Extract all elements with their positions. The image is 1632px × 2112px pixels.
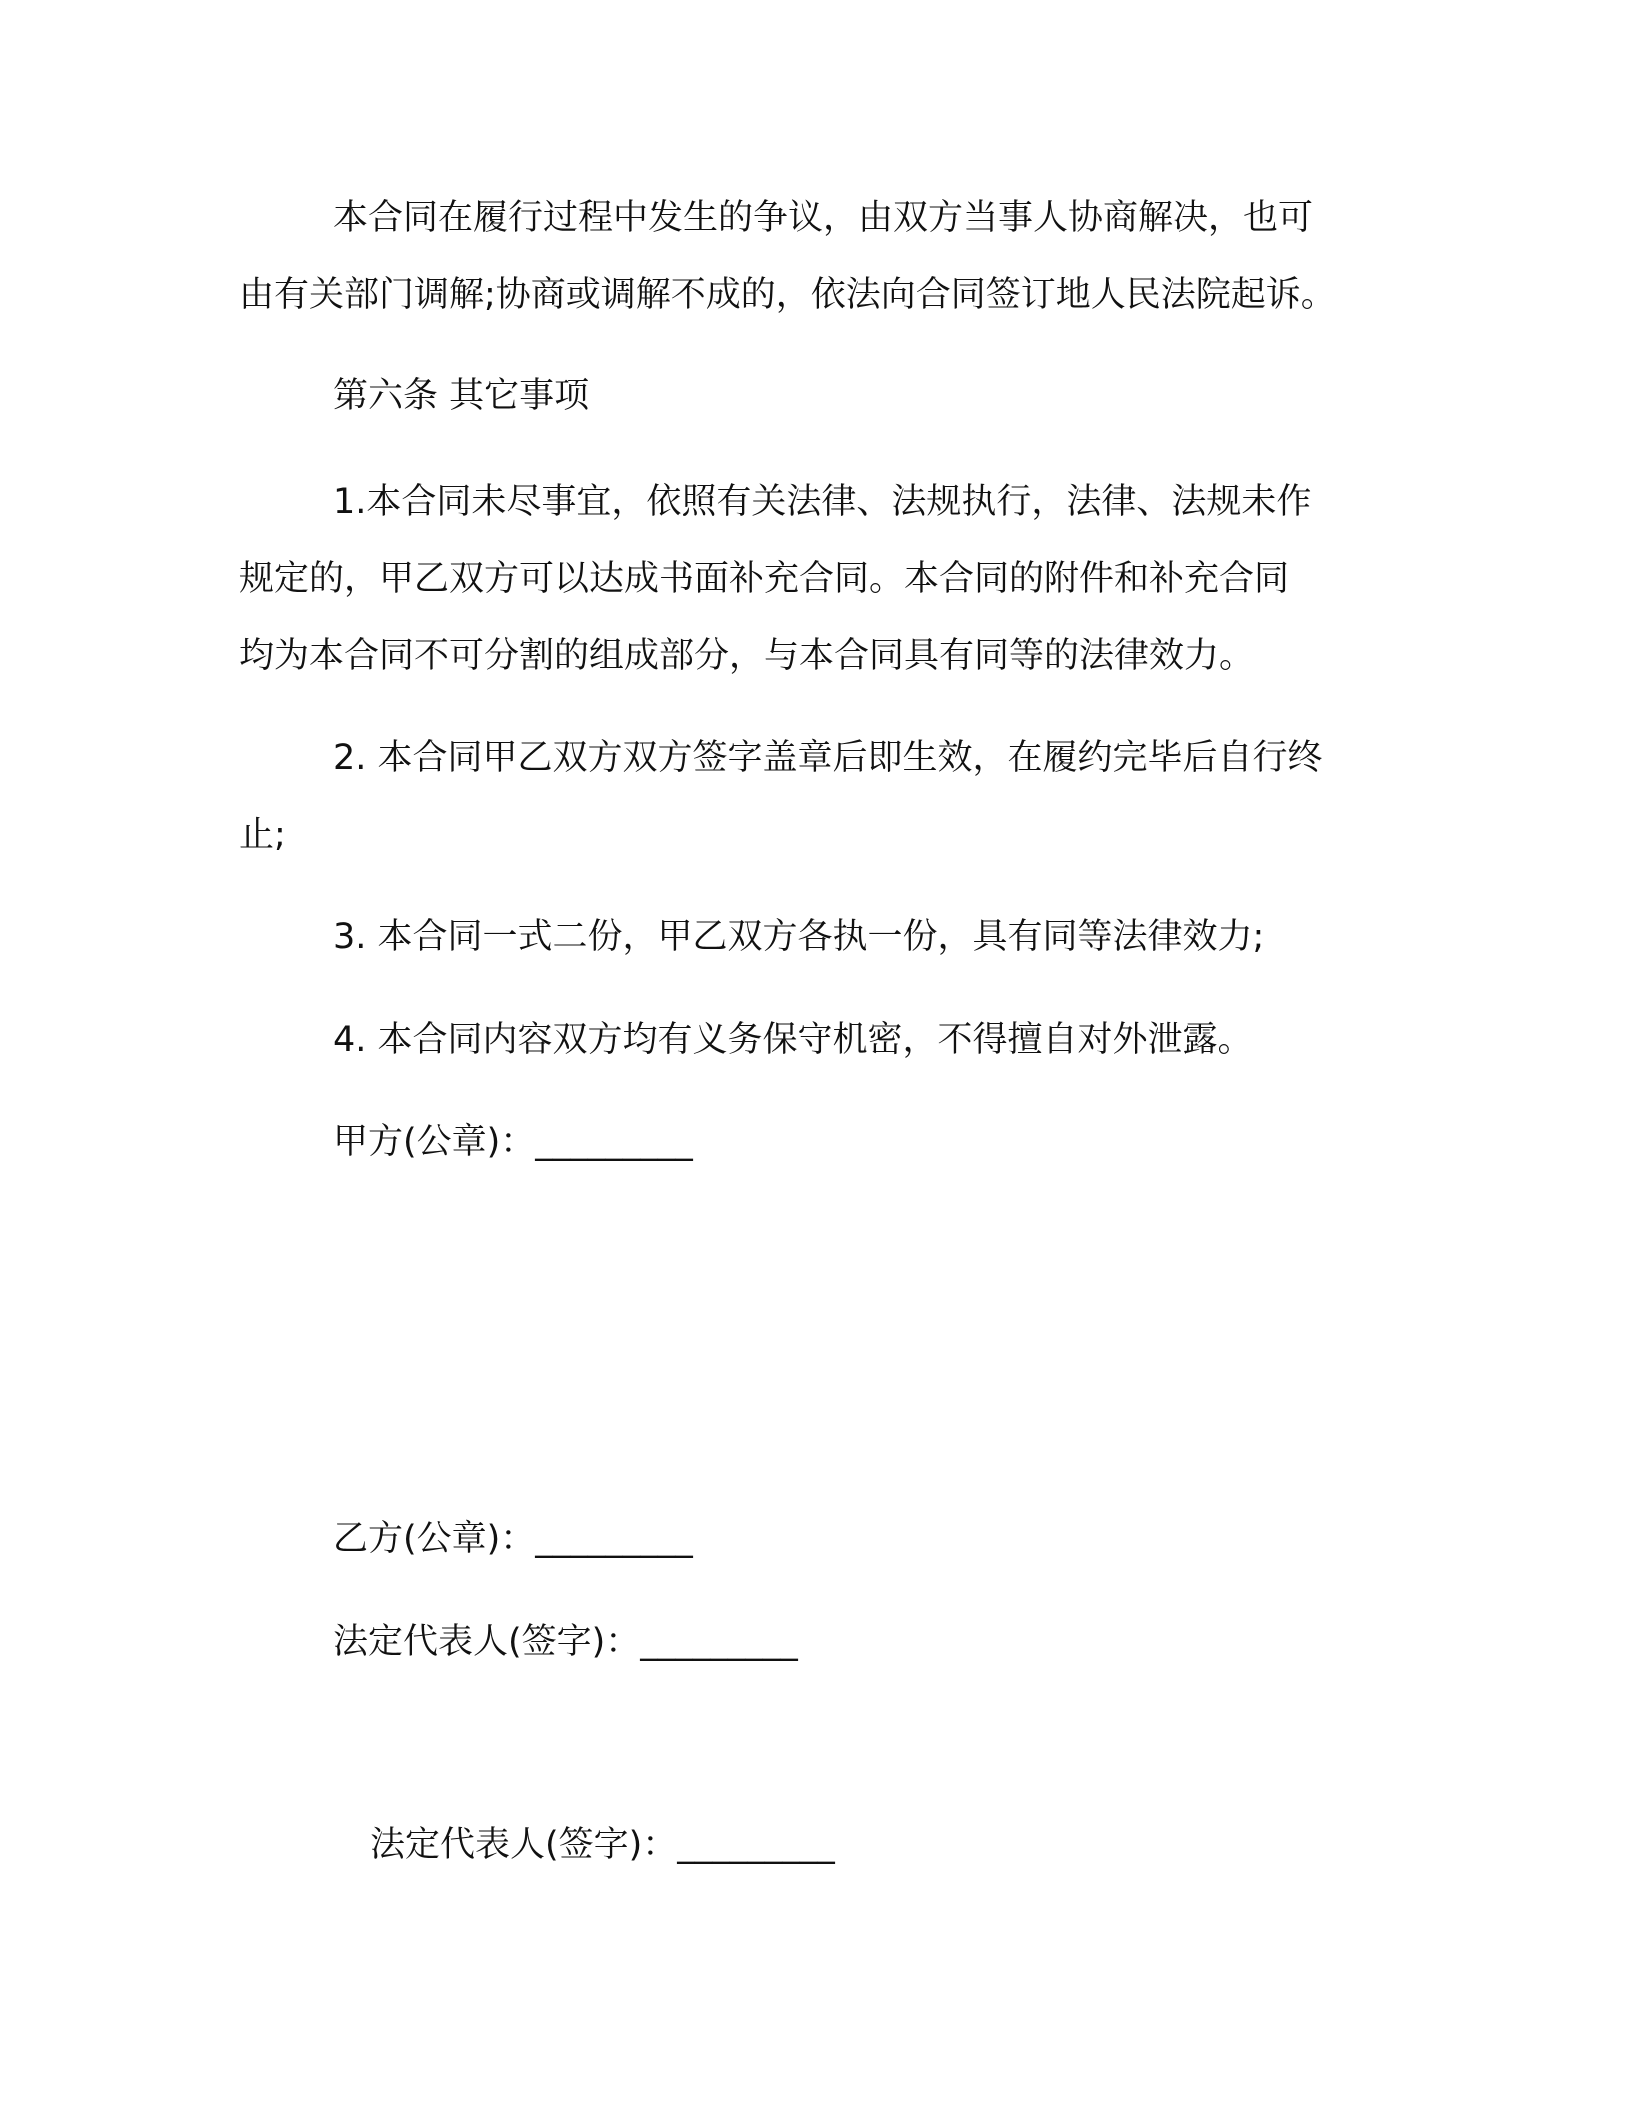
party-b-seal-line: 乙方(公章)：_________ [333, 1519, 693, 1559]
party-a-seal-line: 甲方(公章)：_________ [333, 1122, 693, 1162]
legal-representative-signature-2: 法定代表人(签字)：_________ [370, 1825, 835, 1865]
section-heading: 第六条 其它事项 [333, 376, 590, 416]
item-2-line-1: 2. 本合同甲乙双方双方签字盖章后即生效，在履约完毕后自行终 [333, 738, 1323, 778]
item-3: 3. 本合同一式二份，甲乙双方各执一份，具有同等法律效力; [333, 917, 1265, 957]
legal-representative-signature-1: 法定代表人(签字)：_________ [333, 1622, 798, 1662]
item-1-line-2: 规定的，甲乙双方可以达成书面补充合同。本合同的附件和补充合同 [239, 559, 1290, 599]
item-1-line-1: 1.本合同未尽事宜，依照有关法律、法规执行，法律、法规未作 [333, 482, 1312, 522]
item-1-line-3: 均为本合同不可分割的组成部分，与本合同具有同等的法律效力。 [239, 636, 1255, 676]
dispute-clause-line-2: 由有关部门调解;协商或调解不成的，依法向合同签订地人民法院起诉。 [239, 275, 1336, 315]
dispute-clause-line-1: 本合同在履行过程中发生的争议，由双方当事人协商解决，也可 [333, 198, 1314, 238]
item-4: 4. 本合同内容双方均有义务保守机密，不得擅自对外泄露。 [333, 1020, 1253, 1060]
item-2-line-2: 止; [239, 815, 286, 855]
